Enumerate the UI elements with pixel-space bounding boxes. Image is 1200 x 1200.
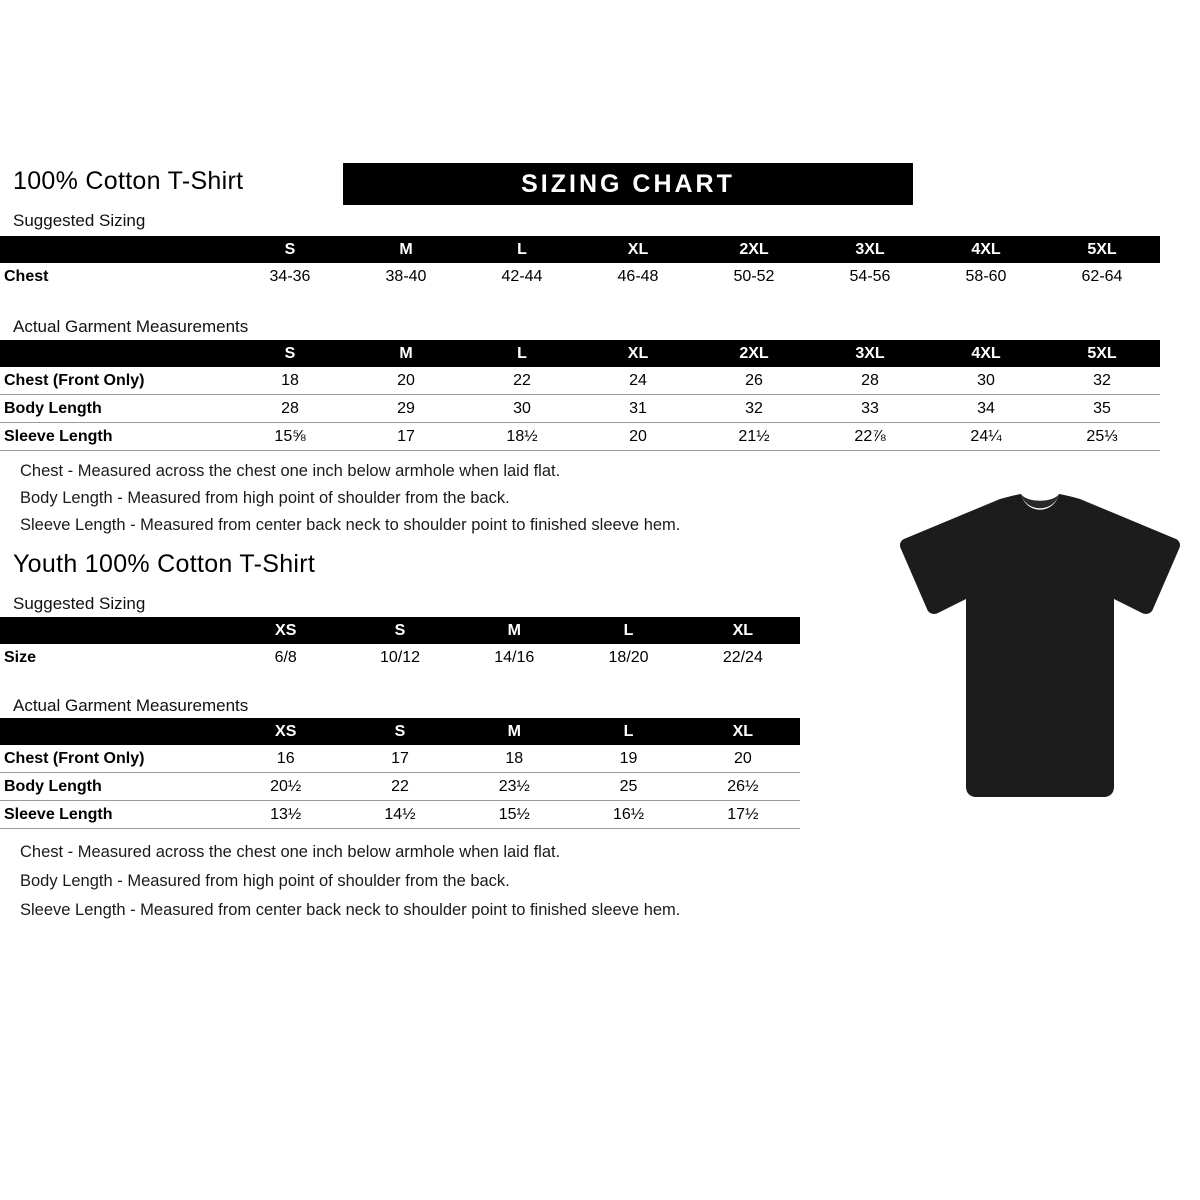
row-header: Sleeve Length	[4, 428, 113, 445]
table-body	[0, 367, 1160, 451]
adult-suggested-sizing-label: Suggested Sizing	[13, 211, 146, 230]
table-cell: 35	[1093, 400, 1111, 417]
column-header-blank	[0, 340, 232, 367]
column-header: M	[457, 617, 571, 644]
table-cell: 50-52	[733, 268, 775, 285]
adult-note-body-length: Body Length - Measured from high point of shoulder from the back.	[20, 489, 510, 507]
adult-header	[13, 163, 1188, 207]
youth-note-body-length: Body Length - Measured from high point of shoulder from the back.	[20, 872, 510, 890]
table-cell: 25⅓	[1086, 428, 1118, 445]
table-row	[0, 801, 800, 829]
column-header: XL	[686, 617, 800, 644]
table-cell: 6/8	[274, 649, 297, 666]
table-cell: 19	[619, 750, 638, 767]
table-cell: 30	[513, 400, 531, 417]
table-row	[0, 745, 800, 773]
table-cell: 17	[391, 750, 409, 767]
youth-title: Youth 100% Cotton T-Shirt	[13, 550, 316, 578]
column-header-blank	[0, 617, 229, 644]
table-cell: 22⅞	[854, 428, 886, 445]
youth-actual-measurements-label: Actual Garment Measurements	[13, 696, 249, 715]
table-cell: 22	[513, 372, 531, 389]
table-cell: 26½	[727, 778, 759, 795]
row-header: Sleeve Length	[4, 806, 113, 823]
table-cell: 20	[629, 428, 647, 445]
table-cell: 17	[397, 428, 415, 445]
table-header-row	[0, 617, 800, 644]
column-header: S	[232, 236, 348, 263]
column-header: XL	[580, 236, 696, 263]
table-cell: 33	[861, 400, 879, 417]
table-cell: 14½	[384, 806, 416, 823]
youth-suggested-sizing-label: Suggested Sizing	[13, 594, 146, 613]
table-cell: 54-56	[849, 268, 891, 285]
tshirt-illustration	[895, 487, 1185, 807]
column-header: M	[348, 340, 464, 367]
table-body	[0, 745, 800, 829]
sizing-chart-banner-label: SIZING CHART	[521, 170, 735, 198]
column-header: 5XL	[1044, 236, 1160, 263]
row-header: Size	[4, 649, 37, 666]
table-row	[0, 263, 1160, 290]
row-header: Body Length	[4, 778, 102, 795]
table-header-row	[0, 236, 1160, 263]
table-cell: 18/20	[608, 649, 649, 666]
table-body	[0, 644, 800, 671]
sizing-chart-banner	[343, 163, 913, 205]
table-row	[0, 367, 1160, 395]
column-header: 2XL	[696, 236, 812, 263]
table-row	[0, 423, 1160, 451]
youth-suggested-sizing-table	[0, 617, 800, 671]
table-cell: 22/24	[722, 649, 763, 666]
table-cell: 20	[733, 750, 752, 767]
table-cell: 18½	[506, 428, 538, 445]
table-cell: 22	[391, 778, 409, 795]
adult-actual-measurements-label: Actual Garment Measurements	[13, 317, 249, 336]
table-cell: 34-36	[269, 268, 311, 285]
table-cell: 20½	[270, 778, 302, 795]
column-header: 5XL	[1044, 340, 1160, 367]
table-cell: 13½	[270, 806, 302, 823]
table-cell: 25	[619, 778, 638, 795]
row-header: Chest (Front Only)	[4, 372, 145, 389]
column-header: M	[348, 236, 464, 263]
table-cell: 15½	[498, 806, 530, 823]
table-cell: 23½	[498, 778, 530, 795]
table-cell: 29	[397, 400, 415, 417]
column-header: S	[343, 617, 457, 644]
table-cell: 26	[745, 372, 763, 389]
column-header: S	[343, 718, 457, 745]
youth-note-sleeve-length: Sleeve Length - Measured from center back neck to shoulder point to finished sleeve hem.	[20, 901, 681, 919]
table-cell: 14/16	[494, 649, 535, 666]
table-cell: 16	[276, 750, 295, 767]
youth-actual-measurements-table	[0, 718, 800, 829]
column-header: 3XL	[812, 236, 928, 263]
column-header: L	[571, 718, 685, 745]
table-cell: 18	[281, 372, 299, 389]
table-cell: 34	[977, 400, 995, 417]
column-header: M	[457, 718, 571, 745]
table-cell: 20	[397, 372, 415, 389]
row-header: Chest (Front Only)	[4, 750, 145, 767]
table-cell: 21½	[738, 428, 770, 445]
column-header: 4XL	[928, 236, 1044, 263]
column-header: 3XL	[812, 340, 928, 367]
table-row	[0, 644, 800, 671]
table-row	[0, 395, 1160, 423]
table-cell: 32	[1093, 372, 1111, 389]
adult-note-chest: Chest - Measured across the chest one inch below armhole when laid flat.	[20, 462, 561, 480]
table-cell: 17½	[727, 806, 759, 823]
table-cell: 32	[745, 400, 763, 417]
column-header: 2XL	[696, 340, 812, 367]
adult-suggested-sizing-table	[0, 236, 1160, 290]
table-cell: 24	[629, 372, 647, 389]
column-header: XS	[229, 718, 343, 745]
table-cell: 15⅝	[274, 428, 306, 445]
table-cell: 18	[505, 750, 524, 767]
table-cell: 46-48	[617, 268, 659, 285]
column-header: XL	[686, 718, 800, 745]
adult-actual-measurements-table	[0, 340, 1160, 451]
column-header: S	[232, 340, 348, 367]
table-cell: 28	[281, 400, 299, 417]
adult-title: 100% Cotton T-Shirt	[13, 167, 244, 195]
table-cell: 62-64	[1081, 268, 1123, 285]
row-header: Body Length	[4, 400, 102, 417]
table-cell: 38-40	[385, 268, 427, 285]
table-cell: 28	[861, 372, 879, 389]
row-header: Chest	[4, 268, 49, 285]
table-body	[0, 263, 1160, 290]
tshirt-icon	[900, 494, 1180, 797]
column-header: 4XL	[928, 340, 1044, 367]
table-cell: 42-44	[501, 268, 543, 285]
table-cell: 58-60	[965, 268, 1007, 285]
column-header-blank	[0, 718, 229, 745]
column-header: XS	[229, 617, 343, 644]
table-cell: 30	[977, 372, 995, 389]
table-row	[0, 773, 800, 801]
table-cell: 10/12	[379, 649, 420, 666]
table-cell: 24¼	[970, 428, 1002, 445]
adult-note-sleeve-length: Sleeve Length - Measured from center back neck to shoulder point to finished sleeve hem.	[20, 516, 681, 534]
table-cell: 31	[629, 400, 647, 417]
table-cell: 16½	[612, 806, 645, 823]
column-header: L	[464, 340, 580, 367]
column-header: XL	[580, 340, 696, 367]
column-header-blank	[0, 236, 232, 263]
table-header-row	[0, 718, 800, 745]
column-header: L	[571, 617, 685, 644]
youth-note-chest: Chest - Measured across the chest one inch below armhole when laid flat.	[20, 843, 561, 861]
table-header-row	[0, 340, 1160, 367]
column-header: L	[464, 236, 580, 263]
